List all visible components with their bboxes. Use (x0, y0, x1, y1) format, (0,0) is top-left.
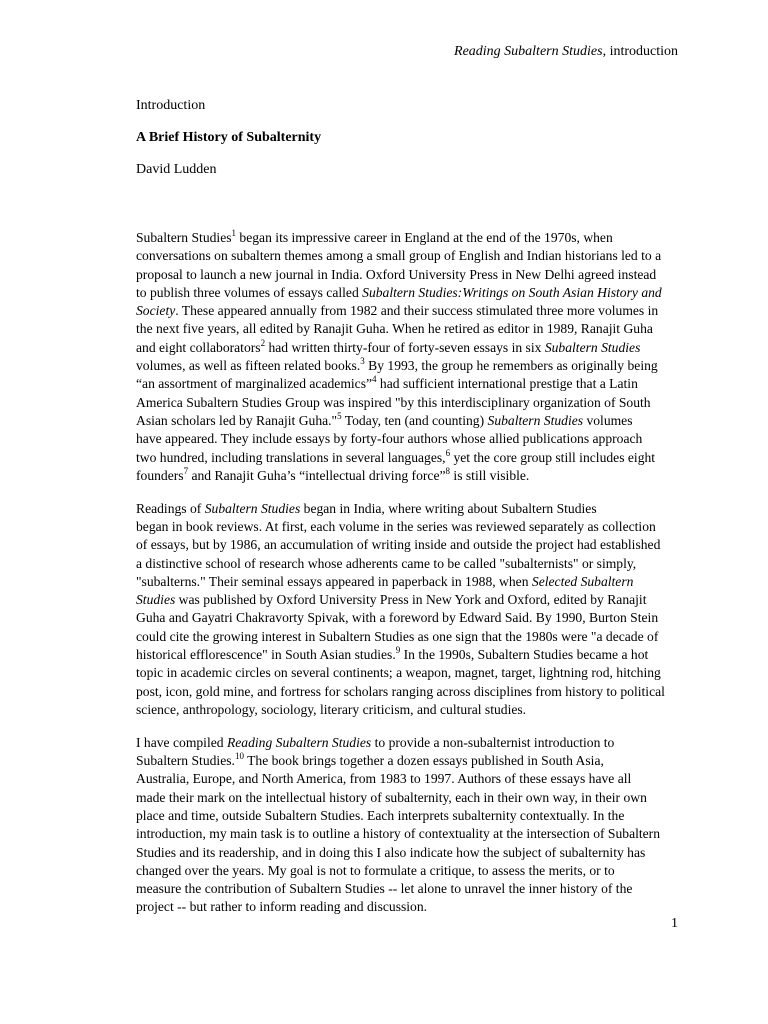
text-run: "subalterns." Their seminal essays appeared in paperback in 1988, when (136, 573, 532, 589)
text-line (90, 284, 680, 302)
italic-text: Subaltern Studies (204, 500, 301, 516)
text-line (90, 449, 680, 467)
footnote-marker: 2 (260, 337, 266, 348)
text-run: . These appeared annually from 1982 and their success stimulated three more volumes in (175, 303, 659, 319)
paragraph-1 (90, 229, 680, 485)
text-run: historical efflorescence" in South Asian studies. (136, 647, 396, 663)
body-text (90, 229, 680, 931)
paragraph-3 (90, 734, 680, 917)
text-line: Australia, Europe, and North America, from 1983 to 1997. Authors of these essays have all (136, 771, 632, 787)
footnote-marker: 4 (372, 374, 377, 385)
text-run: Subaltern Studies. (136, 753, 235, 769)
footnote-marker: 9 (395, 645, 401, 656)
text-run: Subaltern Studies (136, 230, 232, 245)
text-line: measure the contribution of Subaltern Studies -- let alone to unravel the inner history of the (136, 881, 633, 897)
running-header-title: Reading Subaltern Studies (454, 44, 603, 59)
italic-text: Subaltern Studies (544, 339, 641, 355)
footnote-marker: 1 (231, 228, 237, 238)
text-line: began in book reviews. At first, each volume in the series was reviewed separately as collection (136, 518, 656, 534)
running-header (454, 44, 678, 60)
text-line: introduction, my main task is to outline a history of contextuality at the intersection of Subaltern (136, 826, 661, 842)
text-line: America Subaltern Studies Group was inspired "by this interdisciplinary organization of South (136, 394, 651, 410)
text-line: a distinctive school of research whose adherents came to be called "subalternists" or simply, (136, 555, 637, 571)
text-run: began its impressive career in England at the end of the 1970s, when (236, 230, 613, 245)
italic-text: Reading Subaltern Studies (226, 734, 372, 750)
text-line: changed over the years. My goal is not to formulate a critique, to assess the merits, or to (136, 862, 615, 878)
text-line (90, 375, 680, 393)
text-line: of essays, but by 1986, an accumulation of writing inside and outside the project had established (136, 537, 661, 553)
text-line: made their mark on the intellectual history of subalternity, each in their own way, in their own (136, 789, 647, 805)
page-number: 1 (671, 916, 678, 931)
text-line: place and time, outside Subaltern Studies. Each interprets subalternity contextually. In the (136, 807, 625, 823)
text-line (90, 752, 680, 770)
text-line: science, anthropology, sociology, literary criticism, and cultural studies. (136, 701, 527, 717)
text-line (90, 302, 680, 320)
paragraph-2 (90, 500, 680, 720)
text-run: yet the core group still includes eight (450, 449, 656, 465)
text-line (90, 591, 680, 609)
text-line: project -- but rather to inform reading and discussion. (136, 899, 428, 915)
text-run: to provide a non-subalternist introduction to (371, 734, 615, 750)
text-run: is still visible. (450, 467, 530, 483)
text-line (90, 646, 680, 664)
italic-text: Society (136, 303, 176, 319)
text-run: had written thirty-four of forty-seven essays in six (265, 339, 545, 355)
text-line (136, 230, 613, 245)
text-line (90, 357, 680, 375)
text-run: was published by Oxford University Press in New York and Oxford, edited by Ranajit (175, 592, 647, 608)
footnote-marker: 10 (234, 751, 244, 762)
text-run: I have compiled (136, 734, 227, 750)
footnote-marker: 8 (445, 465, 451, 476)
text-line: proposal to launch a new journal in India. Oxford University Press in New Delhi agreed instead (136, 266, 657, 282)
text-line: Guha and Gayatri Chakravorty Spivak, with a foreword by Edward Said. By 1990, Burton Stein (136, 610, 659, 626)
footnote-marker: 6 (445, 447, 451, 458)
text-line (136, 501, 597, 516)
author-name: David Ludden (136, 162, 217, 177)
text-line (90, 339, 680, 357)
section-label: Introduction (136, 98, 206, 113)
text-run: began in India, where writing about Subaltern Studies (300, 500, 597, 516)
text-line: conversations on subaltern themes among a small group of English and Indian historians led to a (136, 248, 662, 264)
text-line: could cite the growing interest in Subaltern Studies as one sign that the 1980s were "a decade of (136, 628, 659, 644)
footnote-marker: 5 (337, 410, 342, 421)
italic-text: Subaltern Studies (487, 412, 584, 428)
text-run: The book brings together a dozen essays published in South Asia, (243, 753, 604, 769)
text-run: volumes (583, 412, 633, 428)
text-run: Readings of (136, 500, 205, 516)
text-run: In the 1990s, Subaltern Studies became a hot (400, 647, 649, 663)
text-line: post, icon, gold mine, and fortress for scholars ranging across disciplines from history to political (136, 683, 665, 699)
italic-text: Subaltern Studies:Writings on South Asian History and (362, 284, 662, 300)
text-line (90, 573, 680, 591)
text-run: Asian scholars led by Ranajit Guha." (136, 412, 338, 428)
footnote-marker: 7 (183, 465, 189, 476)
text-run: founders (136, 467, 184, 483)
text-run: two hundred, including translations in several languages, (136, 449, 446, 465)
running-header-suffix: , introduction (602, 44, 678, 59)
front-matter (136, 98, 321, 178)
text-run: volumes, as well as fifteen related books. (136, 358, 361, 374)
text-line: topic in academic circles on several continents; a weapon, magnet, target, lightning rod, hitching (136, 665, 661, 681)
text-line (136, 735, 614, 750)
text-line: Studies and its readership, and in doing this I also indicate how the subject of subalternity has (136, 844, 646, 860)
text-run: had sufficient international prestige that a Latin (376, 376, 638, 392)
text-line (90, 467, 680, 485)
italic-text: Selected Subaltern (531, 573, 634, 589)
text-run: By 1993, the group he remembers as originally being (364, 358, 658, 374)
text-run: and Ranajit Guha’s “intellectual driving force” (188, 467, 446, 483)
article-title: A Brief History of Subalternity (136, 130, 322, 145)
italic-text: Studies (136, 592, 176, 608)
text-run: “an assortment of marginalized academics” (136, 376, 373, 392)
text-line: the next five years, all edited by Ranajit Guha. When he retired as editor in 1989, Ranajit Guha (136, 321, 653, 337)
footnote-marker: 3 (360, 356, 365, 367)
text-run: and eight collaborators (136, 339, 261, 355)
text-run: Today, ten (and counting) (341, 412, 488, 428)
text-run: to publish three volumes of essays called (136, 284, 363, 300)
text-line: have appeared. They include essays by forty-four authors whose allied publications approach (136, 431, 643, 447)
text-line (90, 412, 680, 430)
